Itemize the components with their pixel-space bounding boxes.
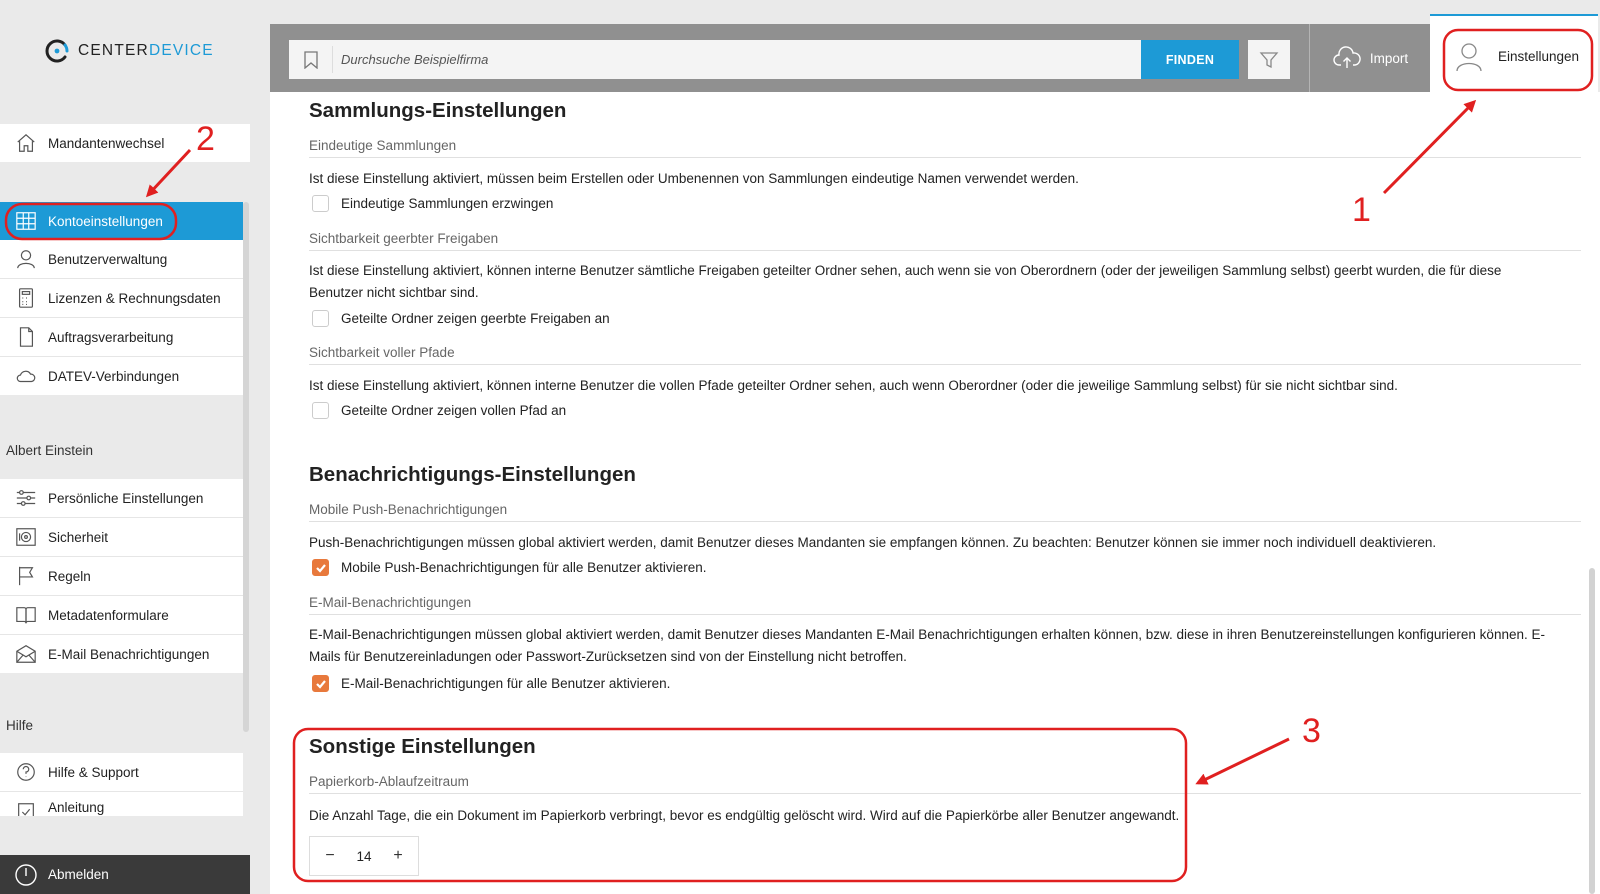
section-title-sammlungen: Sammlungs-Einstellungen	[309, 99, 567, 122]
checkbox[interactable]	[312, 402, 329, 419]
sidebar-item-label: Lizenzen & Rechnungsdaten	[48, 290, 221, 306]
search-button[interactable]: FINDEN	[1141, 40, 1239, 79]
annotation-number-2: 2	[196, 120, 215, 158]
setting-description: Ist diese Einstellung aktiviert, können interne Benutzer die vollen Pfade geteilter Ordner sehen, auch wenn Oberordner (oder die jeweilige Sammlung selbst) für sie nicht sichtbar sind.	[309, 378, 1398, 393]
help-icon	[14, 760, 38, 784]
divider	[309, 250, 1581, 251]
book-icon	[14, 603, 38, 627]
logo-icon	[44, 38, 70, 64]
checkbox-label: Geteilte Ordner zeigen geerbte Freigaben an	[341, 311, 610, 326]
filter-icon	[1259, 50, 1279, 70]
decrement-button[interactable]: −	[325, 847, 335, 864]
sidebar-item-auftragsverarbeitung[interactable]	[0, 318, 243, 356]
checkbox-full-path[interactable]	[312, 402, 566, 419]
sidebar-item-kontoeinstellungen[interactable]	[0, 202, 243, 240]
setting-description: Ist diese Einstellung aktiviert, müssen beim Erstellen oder Umbenennen von Sammlungen eindeutige Namen verwendet werden.	[309, 171, 1079, 186]
user-section-label: Albert Einstein	[6, 443, 94, 458]
checkbox-inherited-shares[interactable]	[312, 310, 610, 327]
divider	[309, 614, 1581, 615]
guide-icon	[14, 800, 38, 816]
subsection-title: Papierkorb-Ablaufzeitraum	[309, 774, 469, 789]
subsection-title: Eindeutige Sammlungen	[309, 138, 457, 153]
section-title-sonstige: Sonstige Einstellungen	[309, 735, 536, 758]
mail-icon	[14, 642, 38, 666]
sidebar-item-label: Metadatenformulare	[48, 607, 169, 623]
checkbox[interactable]	[312, 310, 329, 327]
trash-days-stepper[interactable]	[309, 836, 419, 876]
sidebar-item-label: Kontoeinstellungen	[48, 213, 163, 229]
cloud-icon	[14, 364, 38, 388]
calculator-icon	[14, 286, 38, 310]
power-icon	[14, 863, 38, 887]
section-title-benachrichtigungen: Benachrichtigungs-Einstellungen	[309, 463, 636, 486]
setting-description: Ist diese Einstellung aktiviert, können interne Benutzer sämtliche Freigaben geteilter Ordner sehen, auch wenn sie von Oberordnern (oder der jeweiligen Sammlung selbst) geerbt wurden, die für diese Benutzer nicht sichtbar sind.	[309, 263, 1502, 300]
sidebar-item-label: DATEV-Verbindungen	[48, 368, 180, 384]
checkbox-push-notifications[interactable]	[312, 559, 706, 576]
sidebar-item-label: Hilfe & Support	[48, 764, 139, 780]
grid-icon	[14, 209, 38, 233]
divider	[309, 521, 1581, 522]
import-button[interactable]	[1310, 24, 1430, 92]
document-icon	[14, 325, 38, 349]
sidebar-item-label: Auftragsverarbeitung	[48, 329, 174, 345]
stepper-value[interactable]: 14	[356, 848, 372, 864]
search-box[interactable]	[289, 40, 1141, 79]
setting-description: E-Mail-Benachrichtigungen müssen global aktiviert werden, damit Benutzer dieses Mandanten E-Mail Benachrichtigungen erhalten können, bzw. diese in ihren Benutzereinstellungen konfigurieren können. E-Mails für Benutzereinladungen oder Passwort-Zurücksetzen sind von der Einstellung nicht betroffen.	[309, 627, 1545, 664]
check-icon	[315, 678, 327, 690]
sidebar-item-label: Anleitung	[48, 800, 105, 815]
settings-tab[interactable]	[1430, 14, 1598, 92]
sidebar-item-label: Sicherheit	[48, 529, 109, 545]
logout-button[interactable]	[0, 855, 250, 894]
sidebar-item-label: Regeln	[48, 568, 91, 584]
checkbox-unique-collections[interactable]	[312, 195, 553, 212]
search-input[interactable]	[333, 52, 1113, 67]
checkbox[interactable]	[312, 195, 329, 212]
settings-label: Einstellungen	[1498, 49, 1580, 64]
setting-description: Die Anzahl Tage, die ein Dokument im Papierkorb verbringt, bevor es endgültig gelöscht wird. Wird auf die Papierkörbe aller Benutzer angewandt.	[309, 808, 1180, 823]
content-panel	[270, 92, 1600, 894]
logout-label: Abmelden	[48, 867, 109, 882]
divider	[309, 793, 1581, 794]
home-icon	[14, 131, 38, 155]
sliders-icon	[14, 486, 38, 510]
checkbox-checked[interactable]	[312, 675, 329, 692]
checkbox-label: Mobile Push-Benachrichtigungen für alle Benutzer aktivieren.	[341, 560, 707, 575]
annotation-number-1: 1	[1352, 191, 1371, 229]
flag-icon	[14, 564, 38, 588]
sidebar-item-label: E-Mail Benachrichtigungen	[48, 646, 210, 662]
checkbox-email-notifications[interactable]	[312, 675, 670, 692]
sidebar-item-datev[interactable]	[0, 357, 243, 395]
help-section-label: Hilfe	[6, 718, 34, 733]
sidebar-item-lizenzen[interactable]	[0, 279, 243, 317]
subsection-title: Sichtbarkeit geerbter Freigaben	[309, 231, 499, 246]
annotation-number-3: 3	[1302, 712, 1321, 750]
checkbox-label: E-Mail-Benachrichtigungen für alle Benutzer aktivieren.	[341, 676, 671, 691]
sidebar-item-anleitung[interactable]	[0, 792, 243, 816]
sidebar-item-benutzerverwaltung[interactable]	[0, 240, 243, 278]
cloud-upload-icon	[1332, 46, 1362, 70]
import-label: Import	[1369, 50, 1409, 66]
sidebar-item-label: Persönliche Einstellungen	[48, 490, 204, 506]
sidebar-item-regeln[interactable]	[0, 557, 243, 595]
sidebar-item-label: Benutzerverwaltung	[48, 251, 168, 267]
subsection-title: Mobile Push-Benachrichtigungen	[309, 502, 508, 517]
setting-description: Push-Benachrichtigungen müssen global aktiviert werden, damit Benutzer dieses Mandanten sie empfangen können. Zu beachten: Benutzer können sie immer noch individuell deaktivieren.	[309, 535, 1437, 550]
sidebar-item-label: Mandantenwechsel	[48, 135, 165, 151]
sidebar-item-sicherheit[interactable]	[0, 518, 243, 556]
subsection-title: E-Mail-Benachrichtigungen	[309, 595, 472, 610]
content-scrollbar[interactable]	[1589, 568, 1595, 894]
divider	[309, 364, 1581, 365]
safe-icon	[14, 525, 38, 549]
checkbox-label: Eindeutige Sammlungen erzwingen	[341, 196, 554, 211]
sidebar-item-persoenliche-einstellungen[interactable]	[0, 479, 243, 517]
sidebar-item-metadatenformulare[interactable]	[0, 596, 243, 634]
sidebar-item-hilfe-support[interactable]	[0, 753, 243, 791]
divider	[309, 157, 1581, 158]
user-icon	[14, 247, 38, 271]
checkbox-label: Geteilte Ordner zeigen vollen Pfad an	[341, 403, 567, 418]
user-icon	[1456, 42, 1482, 72]
sidebar-item-email-benachrichtigungen[interactable]	[0, 635, 243, 673]
increment-button[interactable]: +	[393, 847, 403, 864]
filter-button[interactable]	[1248, 40, 1290, 79]
logo-text: CENTERDEVICE	[78, 42, 214, 59]
bookmark-icon[interactable]	[289, 46, 333, 73]
checkbox-checked[interactable]	[312, 559, 329, 576]
subsection-title: Sichtbarkeit voller Pfade	[309, 345, 455, 360]
sidebar-scrollbar[interactable]	[243, 202, 249, 732]
check-icon	[315, 562, 327, 574]
centerdevice-logo[interactable]	[44, 38, 214, 64]
